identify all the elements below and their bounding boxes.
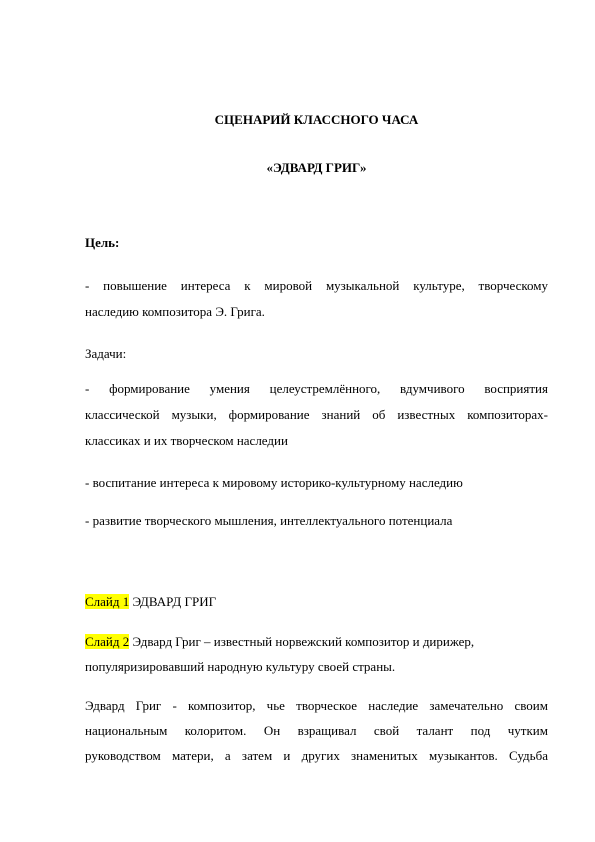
tasks-heading: Задачи: xyxy=(85,346,127,361)
para-line-1: Эдвард Григ - композитор, чье творческое наследие замечательно своим xyxy=(85,698,548,713)
task2-line: - воспитание интереса к мировому историко-культурному наследию xyxy=(85,475,463,490)
slide2-label: Слайд 2 xyxy=(85,634,130,649)
slide2-line-2: популяризировавший народную культуру своей страны. xyxy=(85,659,396,674)
para-line-3: руководством матери, а затем и других знаменитых музыкантов. Судьба xyxy=(85,748,548,763)
task1-line-3: классиках и их творческом наследии xyxy=(85,433,288,448)
task1-line-2: классической музыки, формирование знаний об известных композиторах- xyxy=(85,407,548,422)
goal-line-1: - повышение интереса к мировой музыкальной культуре, творческому xyxy=(85,278,548,293)
page-title: СЦЕНАРИЙ КЛАССНОГО ЧАСА xyxy=(214,112,419,127)
goal-line-2: наследию композитора Э. Грига. xyxy=(85,304,265,319)
slide1-line xyxy=(85,594,548,610)
slide1-label: Слайд 1 xyxy=(85,594,130,609)
goal-heading: Цель: xyxy=(85,235,120,250)
slide2-line-1 xyxy=(85,634,548,650)
task3-line: - развитие творческого мышления, интеллектуального потенциала xyxy=(85,513,453,528)
slide2-text: Эдвард Григ – известный норвежский композитор и дирижер, xyxy=(129,634,475,649)
slide1-text: ЭДВАРД ГРИГ xyxy=(129,594,217,609)
page-subtitle: «ЭДВАРД ГРИГ» xyxy=(266,160,367,175)
para-line-2: национальным колоритом. Он взращивал свой талант под чутким xyxy=(85,723,548,738)
task1-line-1: - формирование умения целеустремлённого, вдумчивого восприятия xyxy=(85,381,548,396)
